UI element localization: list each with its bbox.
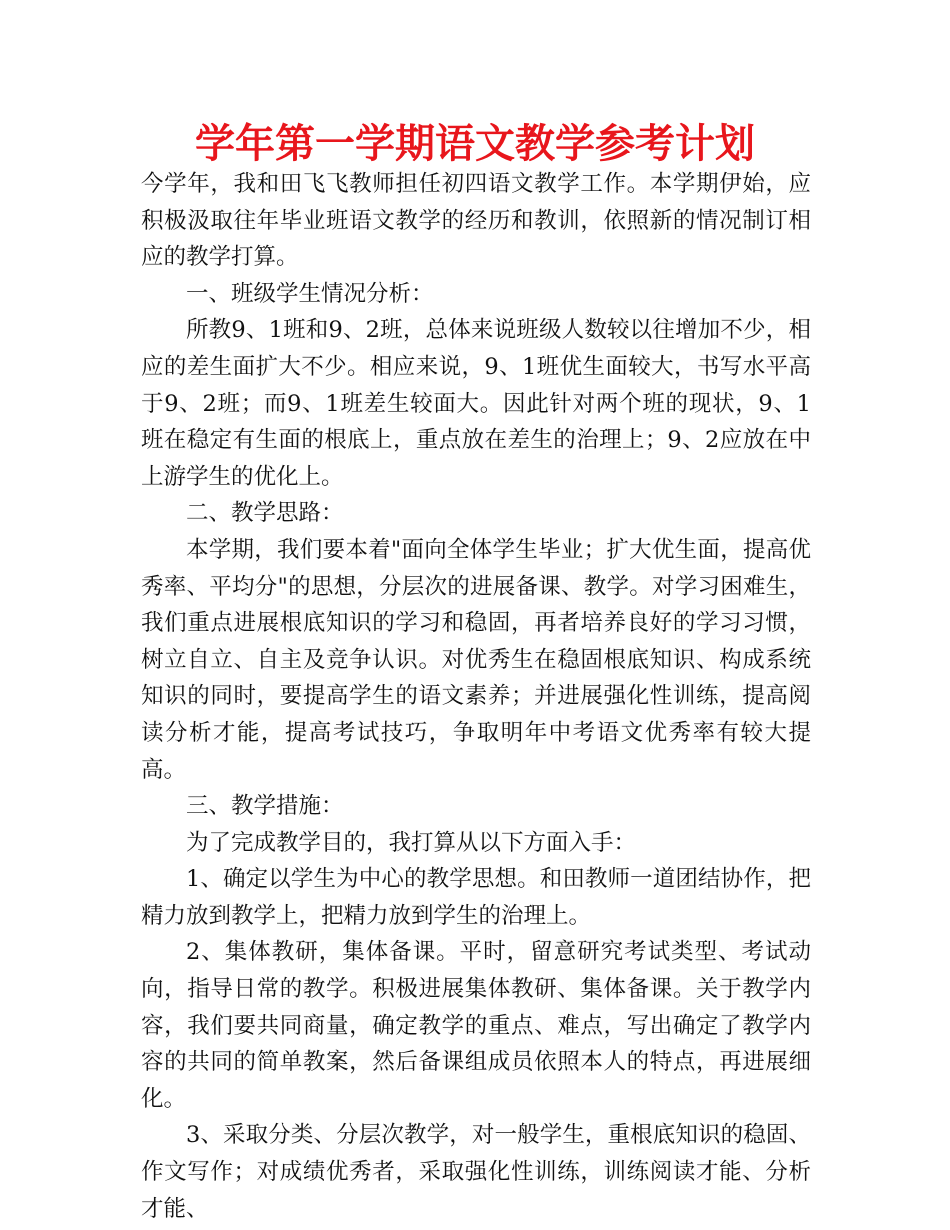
- document-body: [141, 166, 811, 1227]
- section-heading-teaching-measures: 三、教学措施：: [186, 793, 344, 820]
- section-heading-class-analysis: 一、班级学生情况分析：: [186, 280, 434, 307]
- list-item-measure-3: 3、采取分类、分层次教学，对一般学生，重根底知识的稳固、作文写作；对成绩优秀者，采取强化性训练，训练阅读才能、分析才能、: [141, 1122, 811, 1222]
- paragraph-class-analysis: 所教9、1班和9、2班，总体来说班级人数较以往增加不少，相应的差生面扩大不少。相应来说，9、1班优生面较大，书写水平高于9、2班；而9、1班差生较面大。因此针对两个班的现状，9、1班在稳定有生面的根底上，重点放在差生的治理上；9、2应放在中上游学生的优化上。: [141, 317, 811, 490]
- section-heading-teaching-ideas: 二、教学思路：: [186, 500, 344, 527]
- list-item-measure-1: 1、确定以学生为中心的教学思想。和田教师一道团结协作，把精力放到教学上，把精力放到学生的治理上。: [141, 866, 811, 929]
- document-title: 学年第一学期语文教学参考计划: [195, 121, 755, 167]
- paragraph-intro: 今学年，我和田飞飞教师担任初四语文教学工作。本学期伊始，应积极汲取往年毕业班语文教学的经历和教训，依照新的情况制订相应的教学打算。: [141, 171, 811, 271]
- list-item-measure-2: 2、集体教研，集体备课。平时，留意研究考试类型、考试动向，指导日常的教学。积极进展集体教研、集体备课。关于教学内容，我们要共同商量，确定教学的重点、难点，写出确定了教学内容的共同的简单教案，然后备课组成员依照本人的特点，再进展细化。: [141, 939, 811, 1112]
- paragraph-teaching-ideas: 本学期，我们要本着"面向全体学生毕业；扩大优生面，提高优秀率、平均分"的思想，分层次的进展备课、教学。对学习困难生，我们重点进展根底知识的学习和稳固，再者培养良好的学习习惯，树立自立、自主及竞争认识。对优秀生在稳固根底知识、构成系统知识的同时，要提高学生的语文素养；并进展强化性训练，提高阅读分析才能，提高考试技巧，争取明年中考语文优秀率有较大提高。: [141, 536, 811, 783]
- paragraph-measures-intro: 为了完成教学目的，我打算从以下方面入手：: [186, 829, 637, 856]
